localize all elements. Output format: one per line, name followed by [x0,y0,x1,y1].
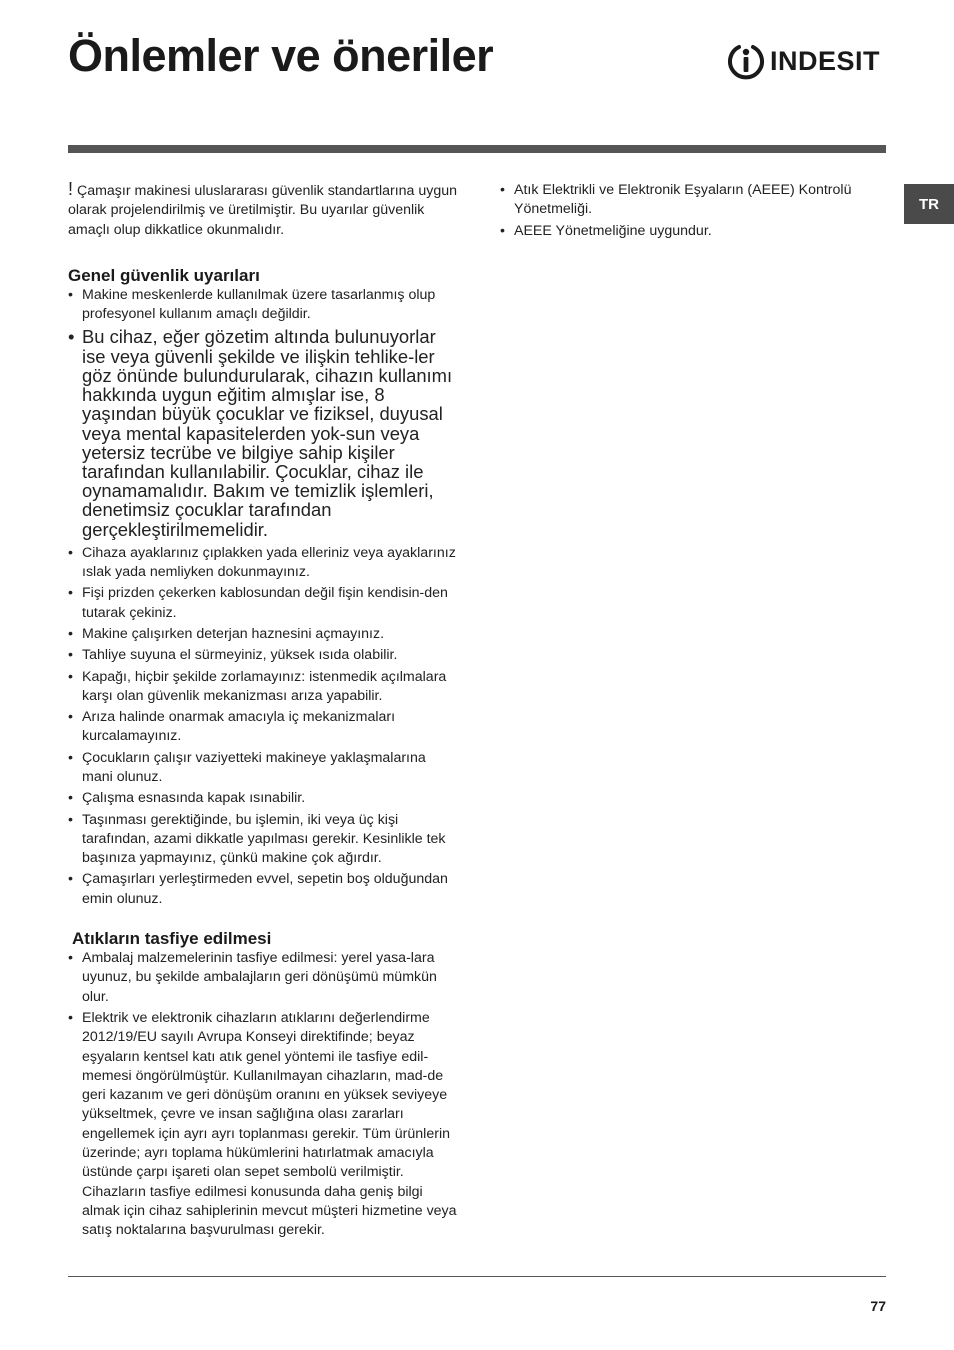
list-item: • Makine meskenlerde kullanılmak üzere tasarlanmış olup profesyonel kullanım amaçlı değildir. [68,286,458,325]
list-item: • Cihaza ayaklarınız çıplakken yada elleriniz veya ayaklarınız ıslak yada nemliyken dokunmayınız. [68,544,458,583]
intro-paragraph [68,180,458,240]
safety-list [68,286,458,909]
list-item: • Makine çalışırken deterjan haznesini açmayınız. [68,625,458,644]
language-tab: TR [904,184,954,224]
waste-heading: Atıkların tasfiye edilmesi [72,929,272,949]
list-item: • Kapağı, hiçbir şekilde zorlamayınız: istenmedik açılmalara karşı olan güvenlik mekanizması arıza yapabilir. [68,668,458,707]
right-column [500,181,890,243]
brand-logo [726,40,888,82]
list-item: • Çamaşırları yerleştirmeden evvel, sepetin boş olduğundan emin olunuz. [68,870,458,909]
list-item: • Taşınması gerektiğinde, bu işlemin, iki veya üç kişi tarafından, azami dikkatle yapılması gerekir. Kesinlikle tek başınıza yapmayınız, çünkü makine çok ağırdır. [68,811,458,869]
waste-list [68,949,458,1240]
list-item: • Ambalaj malzemelerinin tasfiye edilmesi: yerel yasa-lara uyunuz, bu şekilde ambalajların geri dönüşümü mümkün olur. [68,949,458,1007]
list-item [68,1009,458,1241]
list-item: • Atık Elektrikli ve Elektronik Eşyaların (AEEE) Kontrolü Yönetmeliği. [500,181,890,220]
safety-heading: Genel güvenlik uyarıları [68,265,260,285]
left-column [68,180,458,1243]
list-item: • Tahliye suyuna el sürmeyiniz, yüksek ısıda olabilir. [68,646,458,665]
page-number: 77 [870,1298,886,1314]
footer-rule [68,1276,886,1277]
list-item: • Arıza halinde onarmak amacıyla iç mekanizmaları kurcalamayınız. [68,708,458,747]
logo-wordmark: INDESIT [770,45,881,76]
list-item: • Bu cihaz, eğer gözetim altında bulunuyorlar ise veya güvenli şekilde ve ilişkin tehlike-ler göz önünde bulundurularak, cihazın kullanımı hakkında uygun eğitim almışlar ise, 8 yaşından büyük çocuklar ve fiziksel, duyusal veya mental kapasitelerden yok-sun veya yetersiz tecrübe ve bilgiye sahip kişiler tarafından kullanılabilir. Çocuklar, cihaz ile oynamamalıdır. Bakım ve temizlik işlemleri, denetimsiz çocuklar tarafından gerçekleştirilmemelidir. [68,327,458,538]
regulation-list [500,181,890,241]
indesit-logo-icon [726,41,766,81]
header-rule [68,145,886,153]
list-item-text: Elektrik ve elektronik cihazların atıklarını değerlendirme 2012/19/EU sayılı Avrupa Konseyi direktifinde; beyaz eşyaların kentsel katı atık genel yöntemi ile tasfiye edil-memesi öngörülmüştür. Kullanılmayan cihazların, mad-de geri kazanım ve geri dönüşüm oranını en yüksek seviyeye yükseltmek, çevre ve insan sağlığına olası zararları engellemek için ayrı ayrı toplanması gerekir. Tüm ürünlerin üzerinde; ayrı toplama hükümlerini hatırlatmak amacıyla üstünde çarpı işareti olan sepet sembolü verilmiştir. [82,1009,450,1181]
page-title: Önlemler ve öneriler [68,30,494,81]
list-item: • Çalışma esnasında kapak ısınabilir. [68,789,458,808]
intro-text: Çamaşır makinesi uluslararası güvenlik standartlarına uygun olarak projelendirilmiş ve üretilmiştir. Bu uyarılar güvenlik amaçlı olup dikkatlice okunmalıdır. [68,183,458,238]
waste-extra-paragraph: Cihazların tasfiye edilmesi konusunda daha geniş bilgi almak için cihaz sahiplerinin mevcut müşteri hizmetine veya satış noktalarına başvurulması gerekir. [82,1183,457,1239]
list-item: • AEEE Yönetmeliğine uygundur. [500,222,890,241]
list-item: • Çocukların çalışır vaziyetteki makineye yaklaşmalarına mani olunuz. [68,749,458,788]
warning-mark: ! [68,179,74,199]
list-item: • Fişi prizden çekerken kablosundan değil fişin kendisin-den tutarak çekiniz. [68,584,458,623]
